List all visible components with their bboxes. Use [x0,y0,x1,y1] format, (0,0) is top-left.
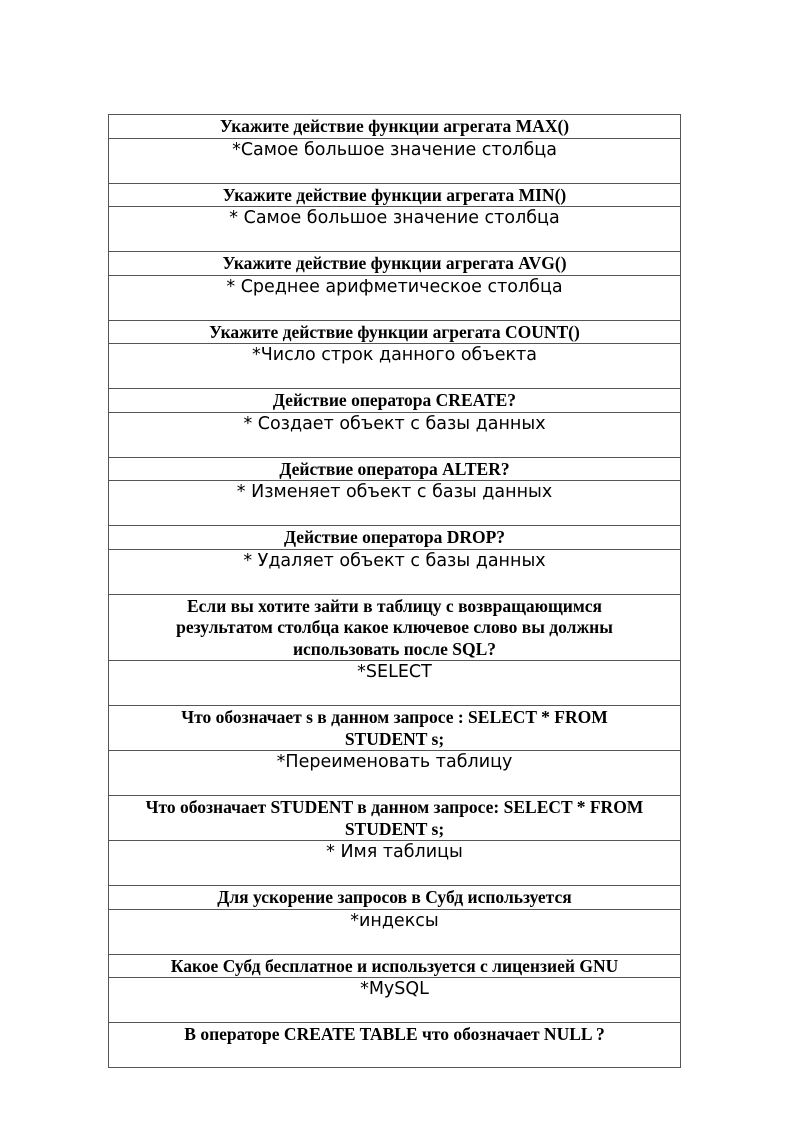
answer-text: * Самое большое значение столбца [109,207,681,252]
question-text: Какое Субд бесплатное и используется с лицензией GNU [109,954,681,978]
question-row [109,796,681,841]
answer-row [109,275,681,320]
question-text: Укажите действие функции агрегата MIN() [109,183,681,207]
question-row [109,886,681,910]
answer-text: * Создает объект с базы данных [109,412,681,457]
question-row [109,389,681,413]
answer-row [109,207,681,252]
question-text: Что обозначает s в данном запросе : SELECT * FROM STUDENT s; [109,706,681,751]
qa-table [108,114,681,1068]
question-row [109,526,681,550]
answer-text: *SELECT [109,661,681,706]
answer-text: *Переименовать таблицу [109,751,681,796]
answer-row [109,978,681,1023]
answer-row [109,344,681,389]
question-text: Если вы хотите зайти в таблицу с возвращающимся результатом столбца какое ключевое слово вы должны использовать после SQL? [109,594,681,661]
question-text: Действие оператора CREATE? [109,389,681,413]
answer-text: * Удаляет объект с базы данных [109,549,681,594]
question-row [109,1023,681,1068]
question-row [109,457,681,481]
answer-text: * Среднее арифметическое столбца [109,275,681,320]
question-text: Укажите действие функции агрегата AVG() [109,252,681,276]
question-row [109,115,681,139]
answer-row [109,481,681,526]
question-text: Для ускорение запросов в Субд используется [109,886,681,910]
question-row [109,252,681,276]
question-row [109,706,681,751]
question-text: Действие оператора DROP? [109,526,681,550]
answer-text: *MySQL [109,978,681,1023]
answer-text: * Имя таблицы [109,841,681,886]
question-text: Действие оператора ALTER? [109,457,681,481]
answer-row [109,841,681,886]
answer-text: * Изменяет объект с базы данных [109,481,681,526]
answer-row [109,549,681,594]
answer-row [109,751,681,796]
question-row [109,183,681,207]
question-text: Укажите действие функции агрегата COUNT() [109,320,681,344]
answer-row [109,661,681,706]
answer-text: *индексы [109,909,681,954]
question-text: Укажите действие функции агрегата MAX() [109,115,681,139]
question-row [109,320,681,344]
question-text: Что обозначает STUDENT в данном запросе: SELECT * FROM STUDENT s; [109,796,681,841]
answer-row [109,412,681,457]
question-row [109,954,681,978]
question-row [109,594,681,661]
answer-row [109,909,681,954]
answer-text: *Число строк данного объекта [109,344,681,389]
question-text: В операторе CREATE TABLE что обозначает NULL ? [109,1023,681,1068]
answer-text: *Самое большое значение столбца [109,138,681,183]
answer-row [109,138,681,183]
